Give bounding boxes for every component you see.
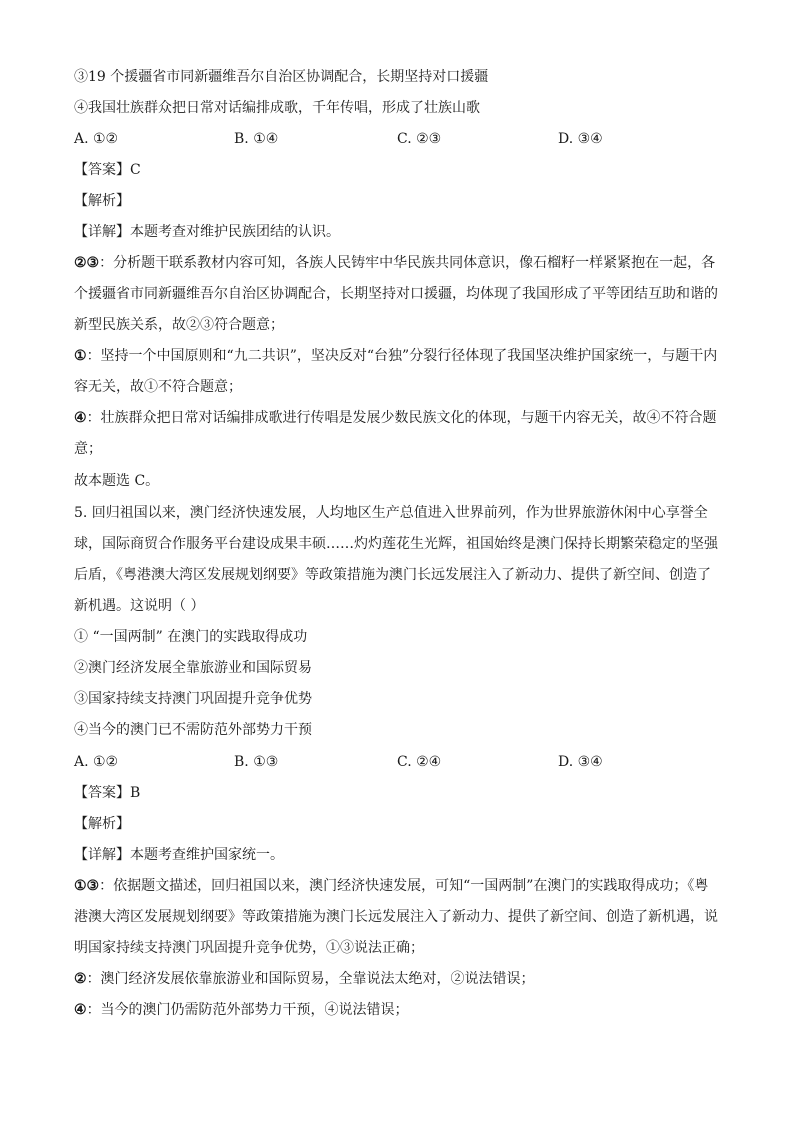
q5-statement-4: ④当今的澳门已不需防范外部势力干预 xyxy=(74,722,312,738)
para-lead: ④ xyxy=(74,1002,87,1018)
q5-statement-2: ②澳门经济发展全靠旅游业和国际贸易 xyxy=(74,660,312,676)
q4-options xyxy=(74,129,724,149)
q4-para1-line2: 个援疆省市同新疆维吾尔自治区协调配合，长期坚持对口援疆，均体现了我国形成了平等团结互助和谐的 xyxy=(74,286,718,302)
para-text: ：依据题文描述，回归祖国以来，澳门经济快速发展，可知“一国两制”在澳门的实践取得成功；《粤 xyxy=(99,878,709,894)
para-lead: ① xyxy=(74,348,87,364)
q5-option-d: D. ③④ xyxy=(558,754,603,770)
q5-para1-line3: 明国家持续支持澳门巩固提升竞争优势，①③说法正确； xyxy=(74,940,424,956)
q5-analysis-tag: 【解析】 xyxy=(74,816,130,832)
detail-text: 本题考查维护国家统一。 xyxy=(130,847,284,863)
q4-para1-line1 xyxy=(74,253,724,273)
q4-option-b: B. ①④ xyxy=(234,131,279,147)
q4-para3-line2: 意； xyxy=(74,441,102,457)
q5-detail xyxy=(74,845,724,865)
q5-stem-line3: 后盾，《粤港澳大湾区发展规划纲要》等政策措施为澳门长远发展注入了新动力、提供了新空间、创造了 xyxy=(74,567,711,583)
para-text: ：坚持一个中国原则和“九二共识”，坚决反对“台独”分裂行径体现了我国坚决维护国家统一，与题干内 xyxy=(86,348,718,364)
answer-tag: 【答案】 xyxy=(74,785,130,801)
q5-para1-line1 xyxy=(74,876,724,896)
q5-stem-line1: 5. 回归祖国以来，澳门经济快速发展，人均地区生产总值进入世界前列，作为世界旅游休闲中心享誉全 xyxy=(74,505,708,521)
para-text: ：当今的澳门仍需防范外部势力干预，④说法错误； xyxy=(86,1002,409,1018)
q5-para1-line2: 港澳大湾区发展规划纲要》等政策措施为澳门长远发展注入了新动力、提供了新空间、创造了新机遇，说 xyxy=(74,909,718,925)
q4-option-c: C. ②③ xyxy=(397,131,442,147)
q4-option-a: A. ①② xyxy=(74,131,119,147)
q4-detail xyxy=(74,222,724,242)
q5-statement-3: ③国家持续支持澳门巩固提升竞争优势 xyxy=(74,691,312,707)
q4-para2-line2: 容无关，故①不符合题意； xyxy=(74,379,242,395)
q5-para3-line1 xyxy=(74,1000,724,1020)
q5-option-c: C. ②④ xyxy=(397,754,442,770)
q4-answer xyxy=(74,160,724,180)
answer-value: C xyxy=(130,162,141,178)
detail-tag: 【详解】 xyxy=(74,224,130,240)
detail-text: 本题考查对维护民族团结的认识。 xyxy=(130,224,340,240)
q4-statement-3: ③19 个援疆省市同新疆维吾尔自治区协调配合，长期坚持对口援疆 xyxy=(74,69,489,85)
q5-options xyxy=(74,752,724,772)
para-text: ：澳门经济发展依靠旅游业和国际贸易，全靠说法太绝对，②说法错误； xyxy=(86,971,535,987)
q4-conclusion: 故本题选 C。 xyxy=(74,473,160,489)
para-lead: ①③ xyxy=(74,878,100,894)
para-text: ：壮族群众把日常对话编排成歌进行传唱是发展少数民族文化的体现，与题干内容无关，故④不符合题 xyxy=(86,410,717,426)
q5-statement-1: ① “一国两制” 在澳门的实践取得成功 xyxy=(74,629,308,645)
q4-statement-4: ④我国壮族群众把日常对话编排成歌，千年传唱，形成了壮族山歌 xyxy=(74,100,480,116)
q5-stem-line4: 新机遇。这说明（ ） xyxy=(74,598,205,614)
answer-tag: 【答案】 xyxy=(74,162,130,178)
q4-para1-line3: 新型民族关系，故②③符合题意； xyxy=(74,317,284,333)
para-lead: ② xyxy=(74,971,87,987)
q4-analysis-tag: 【解析】 xyxy=(74,193,130,209)
q5-option-b: B. ①③ xyxy=(234,754,279,770)
q5-stem-line2: 球，国际商贸合作服务平台建设成果丰硕……灼灼莲花生光辉，祖国始终是澳门保持长期繁荣稳定的坚强 xyxy=(74,536,718,552)
answer-value: B xyxy=(130,785,141,801)
para-text: ：分析题干联系教材内容可知，各族人民铸牢中华民族共同体意识，像石榴籽一样紧紧抱在一起，各 xyxy=(99,255,716,271)
q4-option-d: D. ③④ xyxy=(558,131,603,147)
para-lead: ④ xyxy=(74,410,87,426)
q5-answer xyxy=(74,783,724,803)
q5-option-a: A. ①② xyxy=(74,754,119,770)
q4-para3-line1 xyxy=(74,408,724,428)
q5-para2-line1 xyxy=(74,969,724,989)
para-lead: ②③ xyxy=(74,255,100,271)
q4-para2-line1 xyxy=(74,346,724,366)
detail-tag: 【详解】 xyxy=(74,847,130,863)
